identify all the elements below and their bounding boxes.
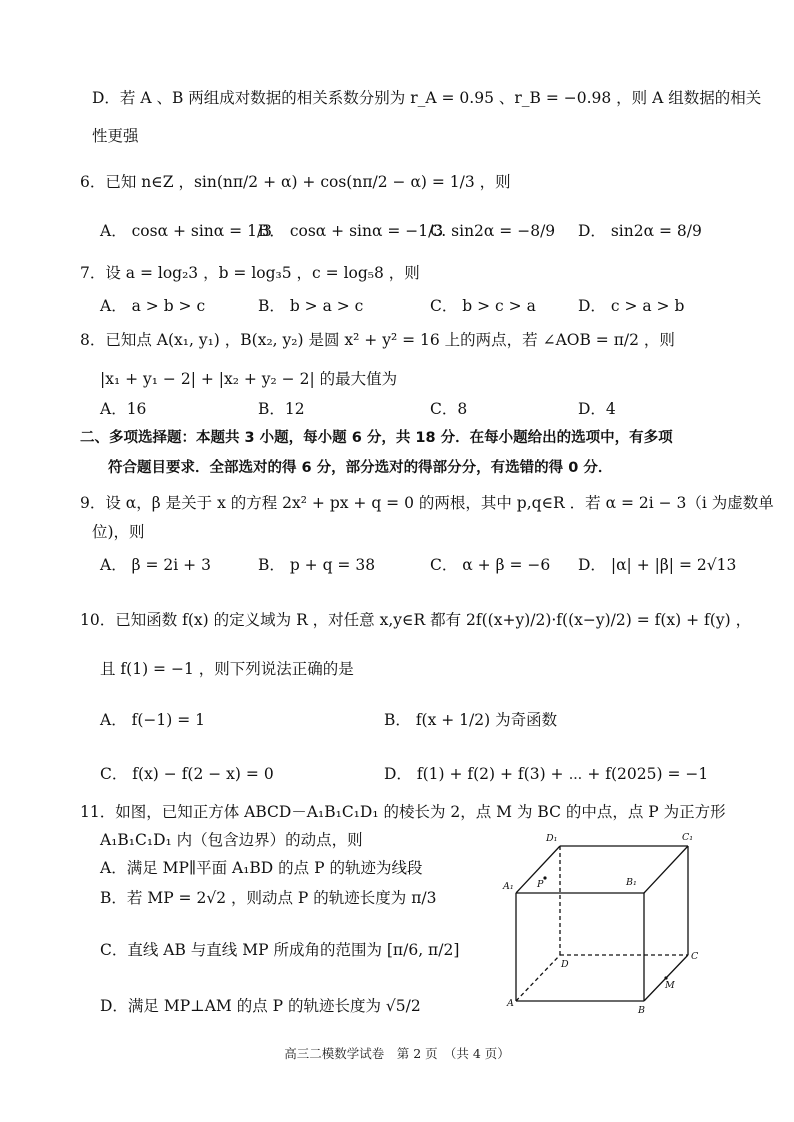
q7-option-a: A． a > b > c [100,297,206,315]
question-11-stem-line1: 11．如图，已知正方体 ABCD－A₁B₁C₁D₁ 的棱长为 2，点 M 为 BC 的中点，点 P 为正方形 [80,803,726,821]
page-footer: 高三二模数学试卷 第 2 页 （共 4 页） [284,1046,510,1061]
label-c: C [691,951,699,962]
label-c1: C₁ [682,832,694,843]
q7-option-b: B． b > a > c [258,297,364,315]
question-9-stem-line1: 9．设 α，β 是关于 x 的方程 2x² + px + q = 0 的两根，其中 p,q∈R ．若 α = 2i − 3（i 为虚数单 [80,494,774,512]
label-a: A [507,998,514,1009]
q5-option-d-line2: 性更强 [92,127,139,145]
q9-option-d: D． |α| + |β| = 2√13 [578,556,737,574]
q8-option-a: A．16 [100,400,147,418]
edge-a-d [516,955,560,1001]
label-p: P [537,879,544,890]
label-m: M [665,980,675,991]
q9-option-a: A． β = 2i + 3 [100,556,211,574]
question-7-stem: 7．设 a = log₂3 ，b = log₃5 ，c = log₅8 ，则 [80,264,420,282]
q6-option-b: B． cosα + sinα = −1/3 [258,222,444,240]
q11-option-d: D．满足 MP⊥AM 的点 P 的轨迹长度为 √5/2 [100,997,421,1015]
q5-option-d-line1: D．若 A 、B 两组成对数据的相关系数分别为 r_A = 0.95 、r_B = −0.98 ，则 A 组数据的相关 [92,89,762,107]
question-10-stem-line2: 且 f(1) = −1 ，则下列说法正确的是 [100,660,354,678]
q8-option-b: B．12 [258,400,305,418]
q7-option-c: C． b > c > a [430,297,536,315]
q9-option-b: B． p + q = 38 [258,556,376,574]
question-8-stem-line1: 8．已知点 A(x₁, y₁) ，B(x₂, y₂) 是圆 x² + y² = 16 上的两点，若 ∠AOB = π/2 ，则 [80,331,675,349]
question-6-stem: 6．已知 n∈Z ，sin(nπ/2 + α) + cos(nπ/2 − α) = 1/3 ，则 [80,173,511,191]
point-p [543,876,546,879]
q8-option-c: C．8 [430,400,468,418]
label-d: D [561,959,569,970]
q6-option-d: D． sin2α = 8/9 [578,222,702,240]
label-b1: B₁ [626,877,637,888]
q10-option-c: C． f(x) − f(2 − x) = 0 [100,765,274,783]
question-10-stem-line1: 10．已知函数 f(x) 的定义域为 R ，对任意 x,y∈R 都有 2f((x+y)/2)·f((x−y)/2) = f(x) + f(y) ， [80,611,752,629]
q11-option-a: A．满足 MP∥平面 A₁BD 的点 P 的轨迹为线段 [100,859,423,877]
q9-option-c: C． α + β = −6 [430,556,551,574]
label-d1: D₁ [546,833,558,844]
q6-option-a: A． cosα + sinα = 1/3 [100,222,273,240]
section-2-heading-line1: 二、多项选择题：本题共 3 小题，每小题 6 分，共 18 分．在每小题给出的选项中，有多项 [80,430,673,446]
q7-option-d: D． c > a > b [578,297,685,315]
q10-option-d: D． f(1) + f(2) + f(3) + ⋯ + f(2025) = −1 [384,765,709,783]
q11-option-b: B．若 MP = 2√2 ，则动点 P 的轨迹长度为 π/3 [100,889,437,907]
q8-option-d: D．4 [578,400,616,418]
q10-option-a: A． f(−1) = 1 [100,711,206,729]
question-11-stem-line2: A₁B₁C₁D₁ 内（包含边界）的动点，则 [100,831,363,849]
q10-option-b: B． f(x + 1/2) 为奇函数 [384,711,558,729]
question-8-stem-line2: |x₁ + y₁ − 2| + |x₂ + y₂ − 2| 的最大值为 [100,370,398,388]
label-b: B [638,1005,645,1016]
edge-b1-c1 [644,846,688,893]
q6-option-c: C. sin2α = −8/9 [430,222,556,240]
section-2-heading-line2: 符合题目要求．全部选对的得 6 分，部分选对的得部分分，有选错的得 0 分． [108,460,613,476]
label-a1: A₁ [503,881,514,892]
q11-option-c: C．直线 AB 与直线 MP 所成角的范围为 [π/6, π/2] [100,941,460,959]
question-9-stem-line2: 位)，则 [92,523,145,541]
